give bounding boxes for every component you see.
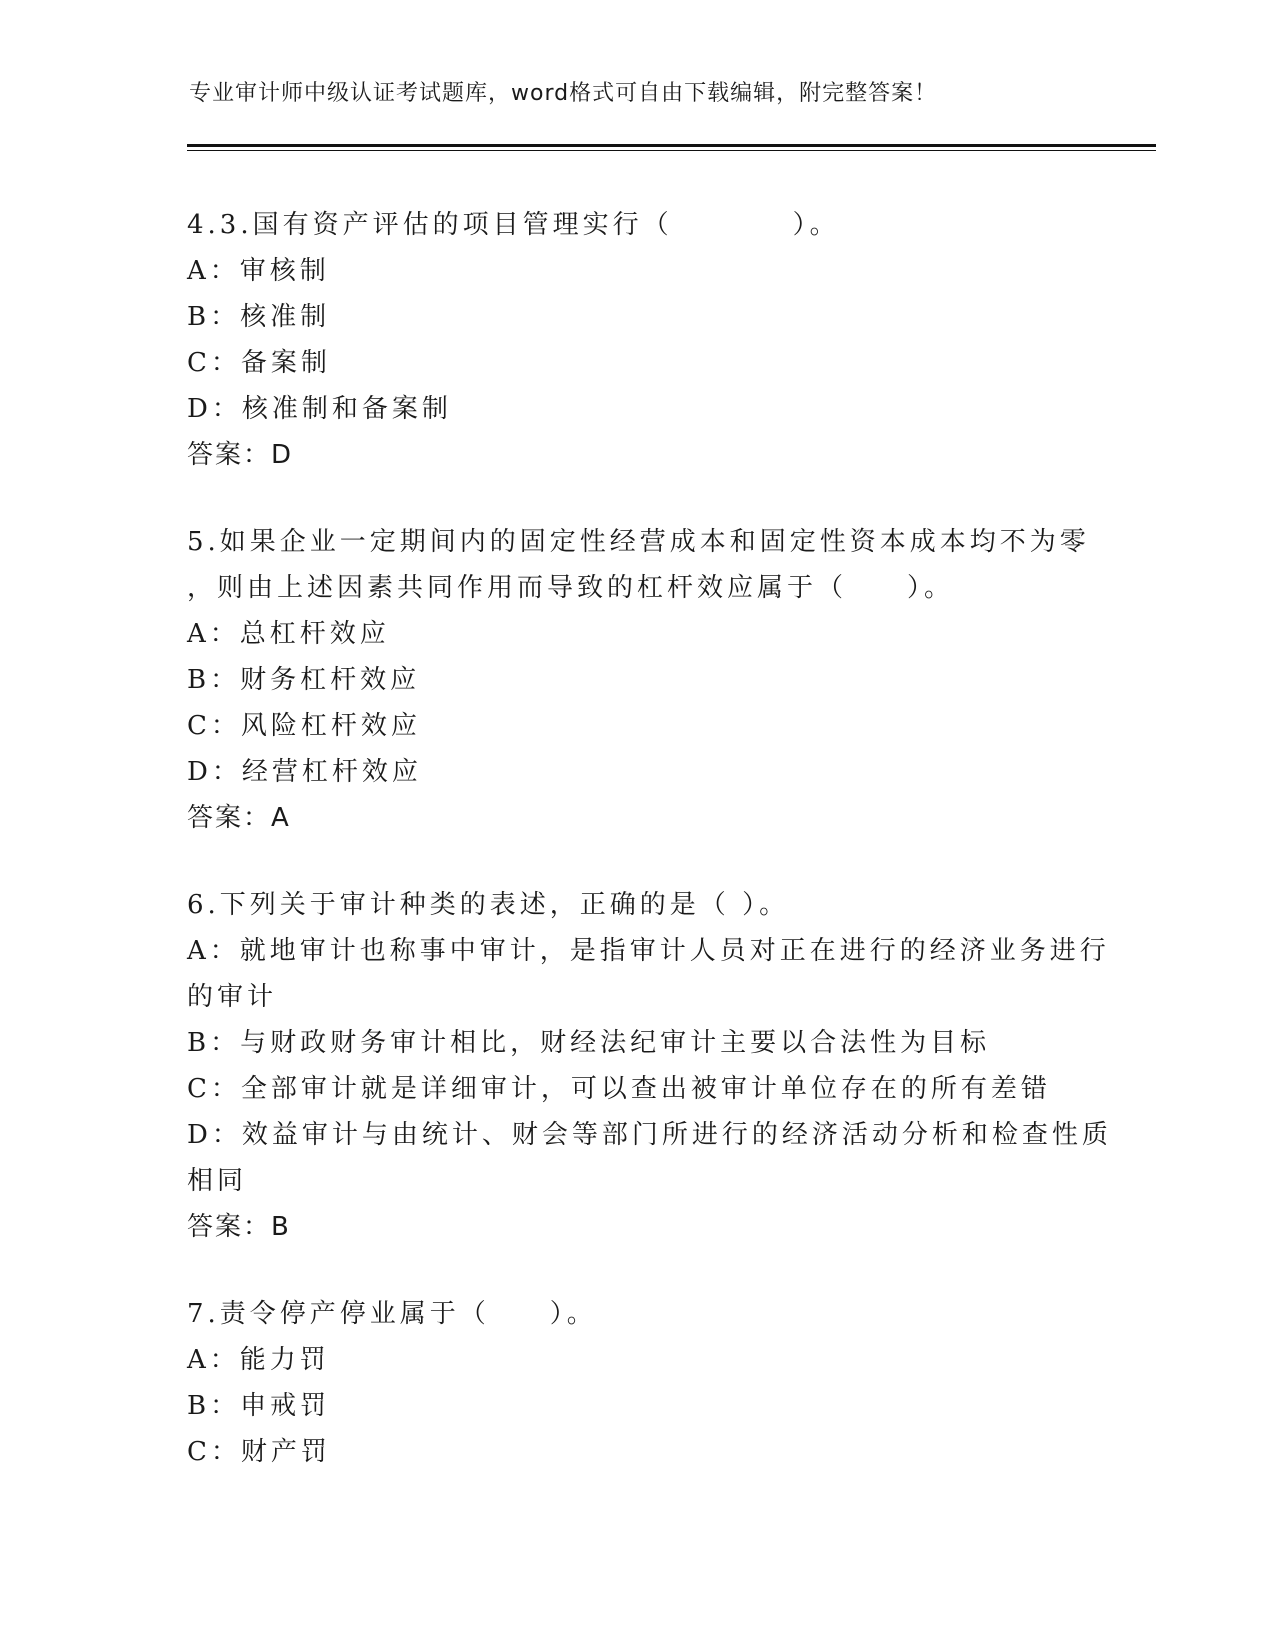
question-stem: 5.如果企业一定期间内的固定性经营成本和固定性资本成本均不为零	[187, 527, 1090, 557]
option-b: B：财务杠杆效应	[187, 665, 421, 695]
header-divider-thin	[187, 150, 1156, 151]
question-stem: 4.3.国有资产评估的项目管理实行（ ）。	[187, 210, 840, 240]
option-d-continued: 相同	[187, 1166, 248, 1196]
answer: 答案：A	[187, 803, 291, 833]
question-item	[187, 519, 1090, 841]
option-c: C：全部审计就是详细审计，可以查出被审计单位存在的所有差错	[187, 1074, 1051, 1104]
question-item	[187, 202, 1087, 478]
question-stem: 7.责令停产停业属于（ ）。	[187, 1299, 597, 1329]
question-item	[187, 882, 1112, 1250]
page-header: 专业审计师中级认证考试题库，word格式可自由下载编辑，附完整答案！	[189, 81, 938, 106]
option-c: C：财产罚	[187, 1437, 331, 1467]
option-c: C：风险杠杆效应	[187, 711, 421, 741]
option-b: B：申戒罚	[187, 1391, 331, 1421]
option-b: B：与财政财务审计相比，财经法纪审计主要以合法性为目标	[187, 1028, 991, 1058]
option-b: B：核准制	[187, 302, 331, 332]
option-d: D：核准制和备案制	[187, 394, 452, 424]
option-a: A：就地审计也称事中审计，是指审计人员对正在进行的经济业务进行	[187, 936, 1110, 966]
option-d: D：效益审计与由统计、财会等部门所进行的经济活动分析和检查性质	[187, 1120, 1112, 1150]
question-stem: 6.下列关于审计种类的表述，正确的是（ ）。	[187, 890, 790, 920]
header-divider-thick	[187, 144, 1156, 147]
answer: 答案：D	[187, 440, 294, 470]
question-item	[187, 1291, 1087, 1475]
option-a: A：总杠杆效应	[187, 619, 390, 649]
answer: 答案：B	[187, 1212, 291, 1242]
question-stem-continued: ，则由上述因素共同作用而导致的杠杆效应属于（ ）。	[187, 573, 955, 603]
option-d: D：经营杠杆效应	[187, 757, 422, 787]
option-a: A：审核制	[187, 256, 330, 286]
option-c: C：备案制	[187, 348, 331, 378]
option-a: A：能力罚	[187, 1345, 330, 1375]
question-list	[187, 202, 1112, 1516]
option-a-continued: 的审计	[187, 982, 278, 1012]
